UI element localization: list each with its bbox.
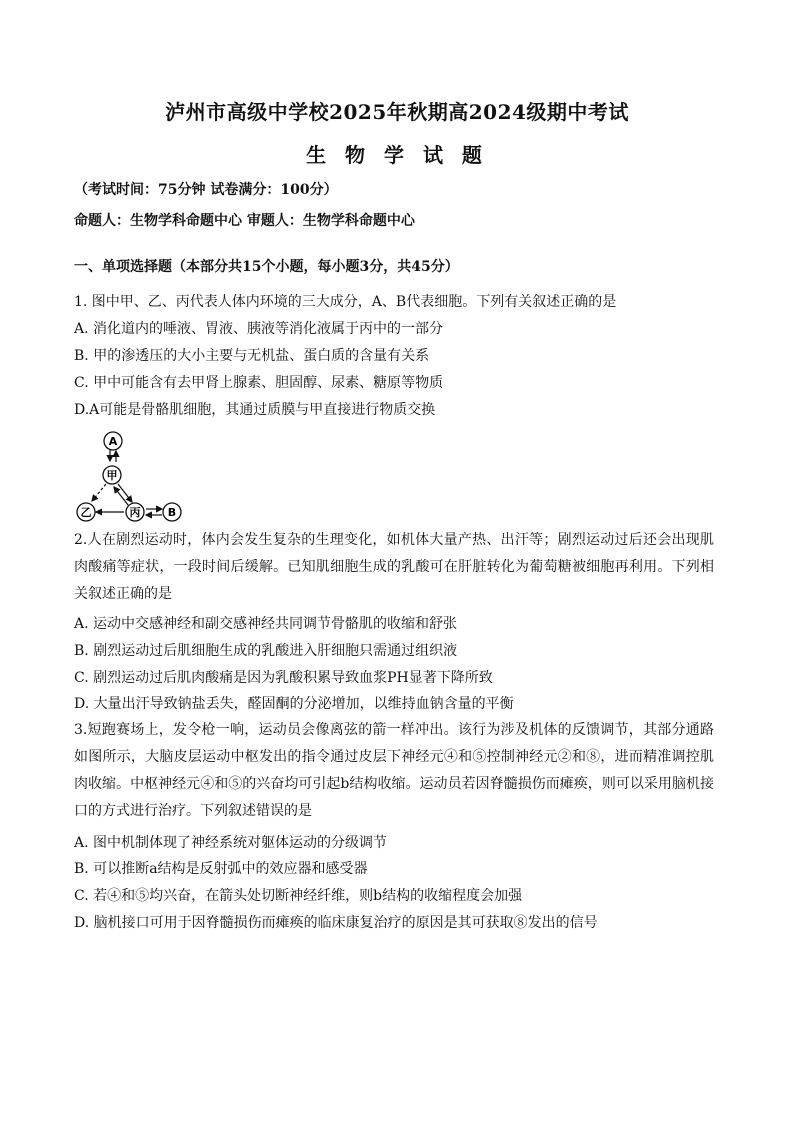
node-b <box>163 503 181 521</box>
question-2-stem: 2.人在剧烈运动时，体内会发生复杂的生理变化，如机体大量产热、出汗等；剧烈运动过后还会出现肌肉酸痛等症状，一段时间后缓解。已知肌细胞生成的乳酸可在肝脏转化为葡萄糖被细胞再利用。下列相关叙述正确的是 <box>74 532 714 602</box>
question-2-option-c: C. 剧烈运动过后肌肉酸痛是因为乳酸积累导致血浆PH显著下降所致 <box>74 670 493 686</box>
node-b-label: B <box>167 506 177 519</box>
arrow-jia-to-bing <box>118 484 132 502</box>
question-2-option-b: B. 剧烈运动过后肌细胞生成的乳酸进入肝细胞只需通过组织液 <box>74 643 458 659</box>
section-heading: 一、单项选择题（本部分共15个小题，每小题3分，共45分） <box>74 259 459 275</box>
question-1-option-d: D.A可能是骨骼肌细胞，其通过质膜与甲直接进行物质交换 <box>74 402 436 418</box>
node-yi <box>77 503 95 521</box>
question-3-option-c: C. 若④和⑤均兴奋，在箭头处切断神经纤维，则b结构的收缩程度会加强 <box>74 888 523 904</box>
arrow-jia-to-yi <box>92 484 106 501</box>
question-1-option-b: B. 甲的渗透压的大小主要与无机盐、蛋白质的含量有关系 <box>74 348 430 364</box>
exam-title: 泸州市高级中学校2025年秋期高2024级期中考试 <box>165 100 629 124</box>
body-fluid-diagram <box>70 428 190 524</box>
node-a-label: A <box>108 435 118 448</box>
question-1-stem: 1. 图中甲、乙、丙代表人体内环境的三大成分，A、B代表细胞。下列有关叙述正确的是 <box>74 294 617 310</box>
node-jia <box>103 466 121 484</box>
node-jia-label: 甲 <box>106 469 118 482</box>
question-1-option-a: A. 消化道内的唾液、胃液、胰液等消化液属于丙中的一部分 <box>74 321 444 337</box>
question-1-option-c: C. 甲中可能含有去甲肾上腺素、胆固醇、尿素、糖原等物质 <box>74 375 444 391</box>
node-bing <box>126 503 144 521</box>
exam-subtitle: 生 物 学 试 题 <box>306 143 488 167</box>
node-a <box>104 432 122 450</box>
node-yi-label: 乙 <box>80 506 92 519</box>
question-3-option-a: A. 图中机制体现了神经系统对躯体运动的分级调节 <box>74 835 388 851</box>
question-3-option-d: D. 脑机接口可用于因脊髓损伤而瘫痪的临床康复治疗的原因是其可获取⑧发出的信号 <box>74 915 598 931</box>
node-bing-label: 丙 <box>129 506 141 519</box>
question-2-option-d: D. 大量出汗导致钠盐丢失，醛固酮的分泌增加，以维持血钠含量的平衡 <box>74 696 514 712</box>
exam-authors: 命题人：生物学科命题中心 审题人：生物学科命题中心 <box>74 213 415 229</box>
question-3-stem: 3.短跑赛场上，发令枪一响，运动员会像离弦的箭一样冲出。该行为涉及机体的反馈调节，其部分通路如图所示，大脑皮层运动中枢发出的指令通过皮层下神经元④和⑤控制神经元②和⑧，进而精准调控肌肉收缩。中枢神经元④和⑤的兴奋均可引起b结构收缩。运动员若因脊髓损伤而瘫痪，则可以采用脑机接口的方式进行治疗。下列叙述错误的是 <box>74 722 714 819</box>
arrow-bing-to-jia <box>114 487 128 505</box>
exam-info: （考试时间：75分钟 试卷满分：100分） <box>74 182 338 198</box>
question-3-option-b: B. 可以推断a结构是反射弧中的效应器和感受器 <box>74 861 368 877</box>
question-2-option-a: A. 运动中交感神经和副交感神经共同调节骨骼肌的收缩和舒张 <box>74 616 458 632</box>
